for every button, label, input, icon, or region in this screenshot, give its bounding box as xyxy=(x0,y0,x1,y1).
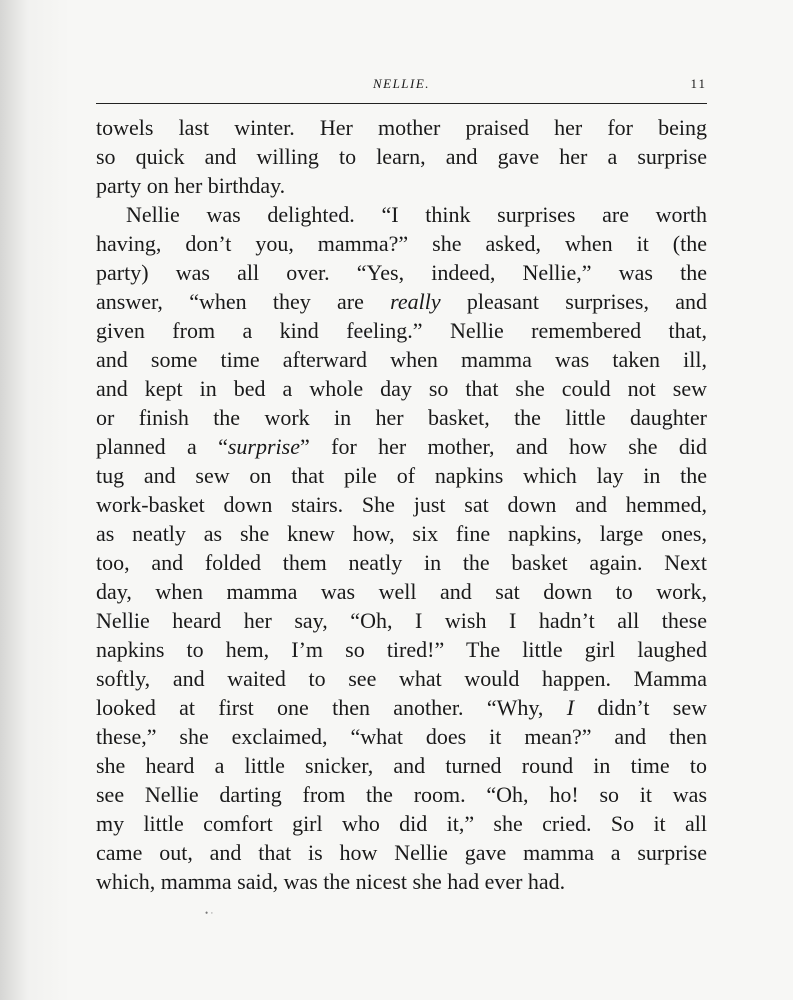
text-line: planned a “surprise” for her mother, and how she did xyxy=(96,434,707,459)
text-line: looked at first one then another. “Why, I didn’t sew xyxy=(96,695,707,720)
italic-emphasis: I xyxy=(566,695,575,720)
text-line: see Nellie darting from the room. “Oh, ho! so it was xyxy=(96,782,707,807)
text-line: as neatly as she knew how, six fine napkins, large ones, xyxy=(96,521,707,546)
text-line: my little comfort girl who did it,” she cried. So it all xyxy=(96,811,707,836)
text-line: these,” she exclaimed, “what does it mean?” and then xyxy=(96,724,707,749)
page-header xyxy=(96,76,707,100)
text-line: work-basket down stairs. She just sat down and hemmed, xyxy=(96,492,707,517)
text-line: or finish the work in her basket, the little daughter xyxy=(96,405,707,430)
text-line: too, and folded them neatly in the basket again. Next xyxy=(96,550,707,575)
scan-edge-shading xyxy=(0,0,70,1000)
header-rule xyxy=(96,103,707,104)
text-line: and kept in bed a whole day so that she could not sew xyxy=(96,376,707,401)
text-line: came out, and that is how Nellie gave mamma a surprise xyxy=(96,840,707,865)
paragraph-start-line: Nellie was delighted. “I think surprises are worth xyxy=(126,202,707,227)
page-number: 11 xyxy=(690,76,707,91)
running-title: NELLIE. xyxy=(372,76,431,91)
text-line: day, when mamma was well and sat down to work, xyxy=(96,579,707,604)
text-line: napkins to hem, I’m so tired!” The little girl laughed xyxy=(96,637,707,662)
text-line: having, don’t you, mamma?” she asked, when it (the xyxy=(96,231,707,256)
text-line: towels last winter. Her mother praised her for being xyxy=(96,115,707,140)
text-line: she heard a little snicker, and turned round in time to xyxy=(96,753,707,778)
body-text xyxy=(96,113,707,896)
italic-emphasis: surprise xyxy=(227,434,300,459)
print-specks: • · xyxy=(205,908,214,918)
text-line: given from a kind feeling.” Nellie remembered that, xyxy=(96,318,707,343)
text-line: party) was all over. “Yes, indeed, Nellie,” was the xyxy=(96,260,707,285)
text-line: party on her birthday. xyxy=(96,173,286,198)
text-line: answer, “when they are really pleasant surprises, and xyxy=(96,289,707,314)
text-line: and some time afterward when mamma was taken ill, xyxy=(96,347,707,372)
text-line: Nellie heard her say, “Oh, I wish I hadn’t all these xyxy=(96,608,707,633)
text-line: softly, and waited to see what would happen. Mamma xyxy=(96,666,707,691)
text-line: so quick and willing to learn, and gave her a surprise xyxy=(96,144,707,169)
text-line: tug and sew on that pile of napkins which lay in the xyxy=(96,463,707,488)
text-line: which, mamma said, was the nicest she had ever had. xyxy=(96,869,566,894)
italic-emphasis: really xyxy=(390,289,441,314)
